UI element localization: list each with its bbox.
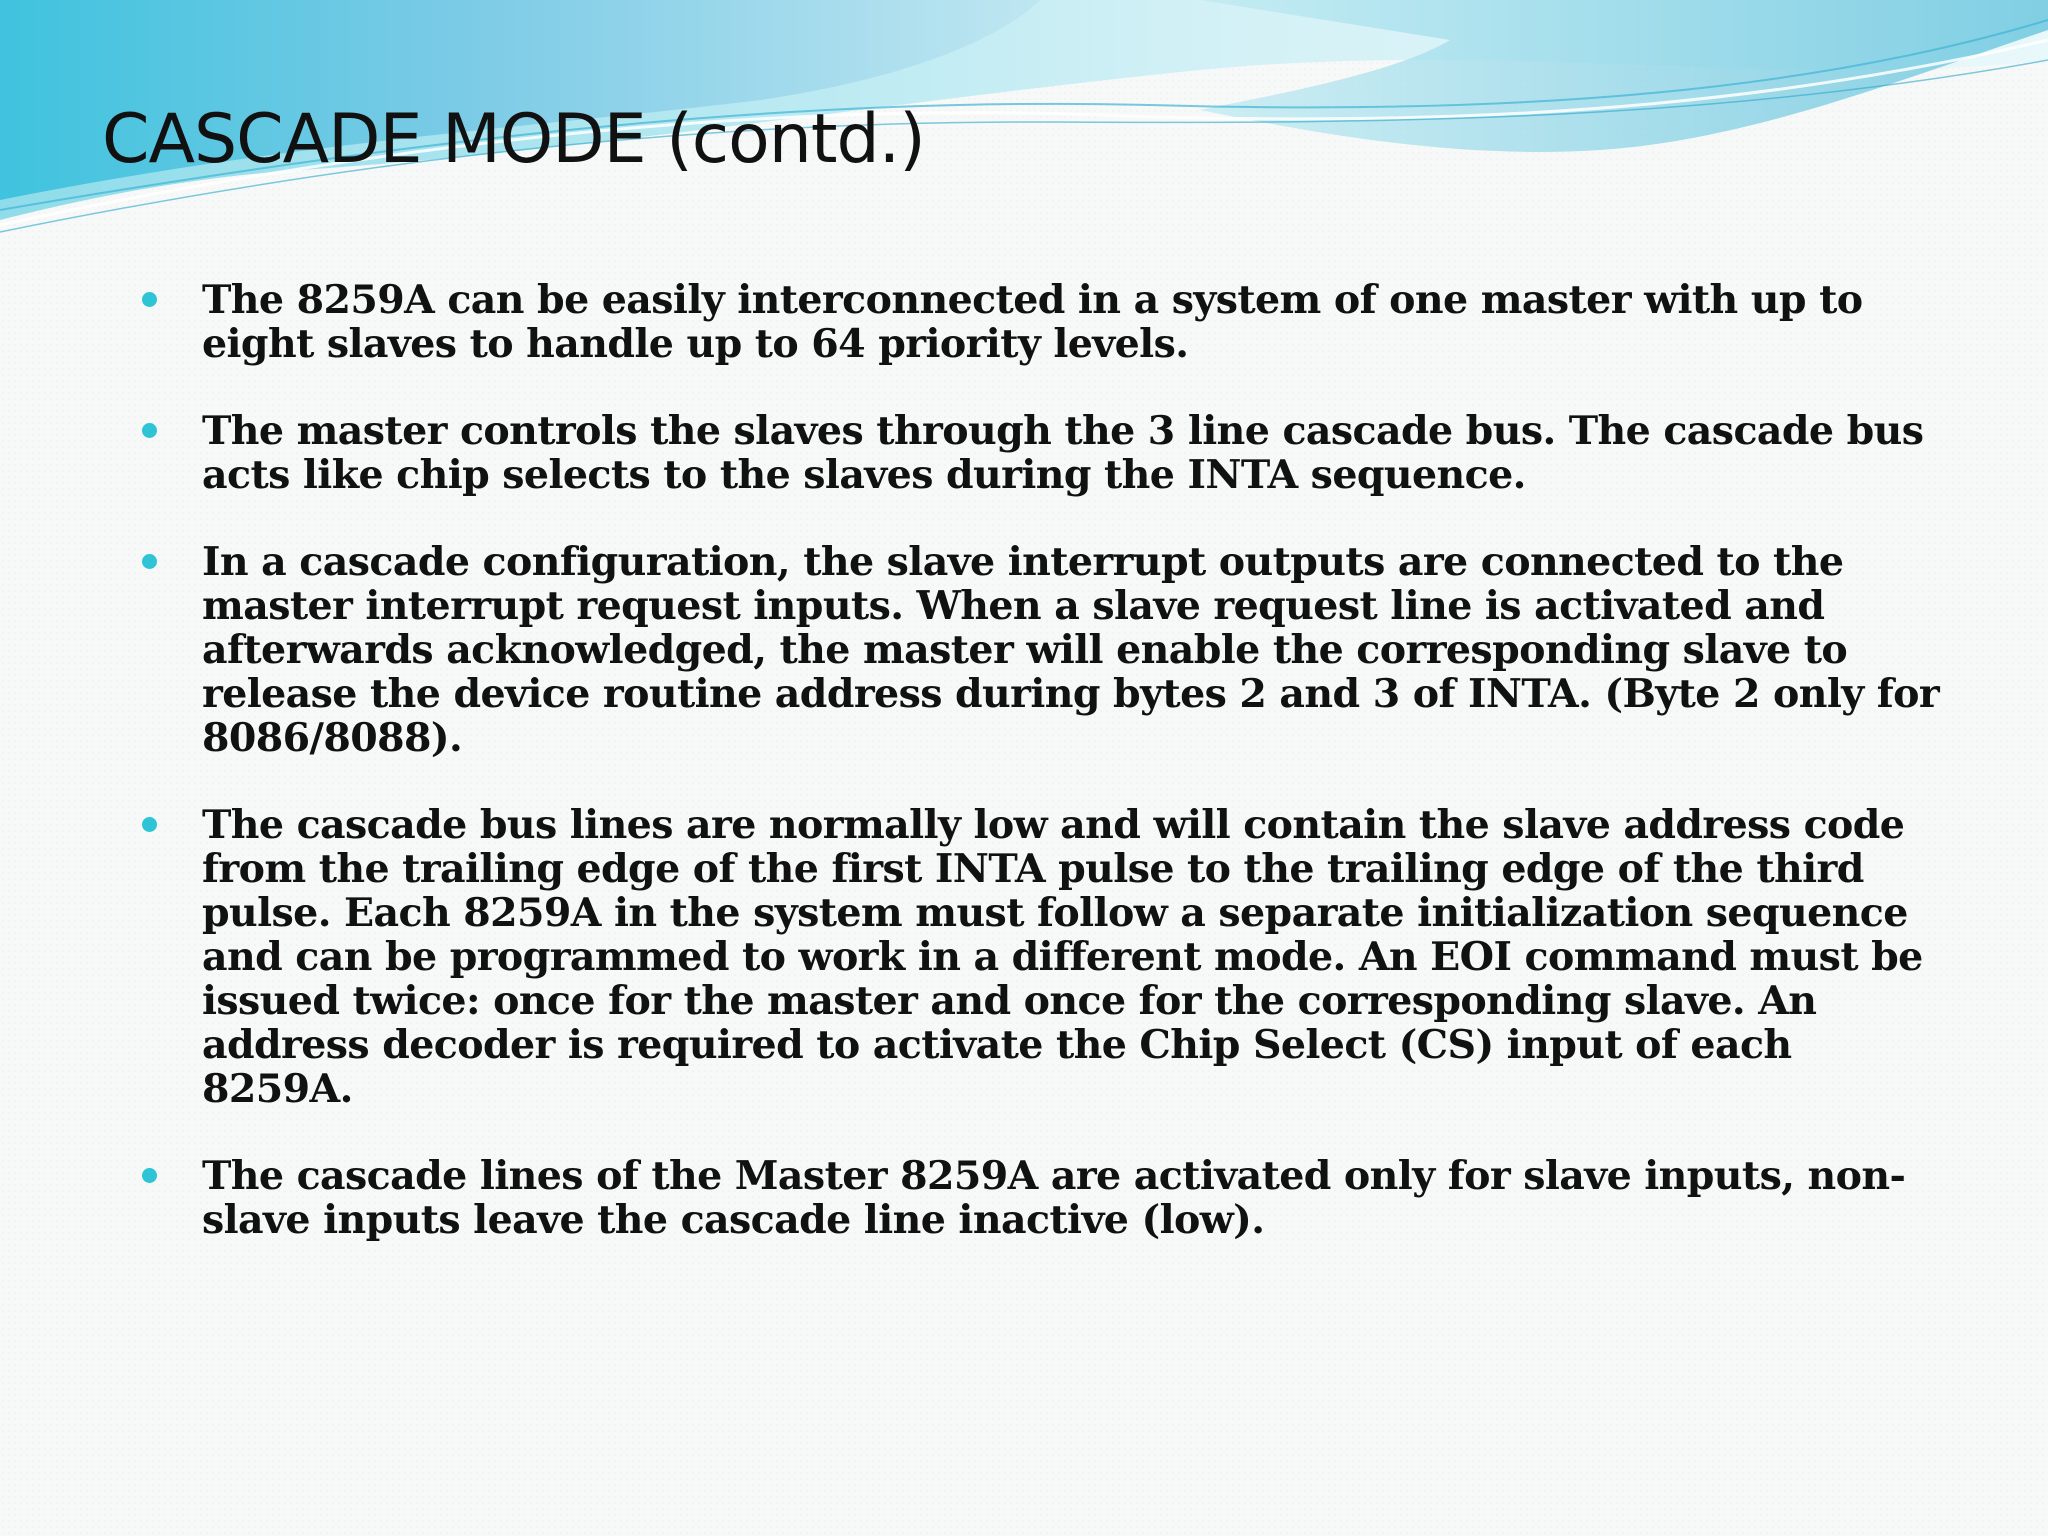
bullet-item xyxy=(142,409,1942,497)
bullet-item xyxy=(142,540,1942,760)
bullet-dot-icon xyxy=(142,1168,157,1183)
bullet-item xyxy=(142,1154,1942,1242)
bullet-dot-icon xyxy=(142,817,157,832)
bullet-text: The cascade lines of the Master 8259A are activated only for slave inputs, non-slave inputs leave the cascade line inactive (low). xyxy=(202,1153,1906,1243)
bullet-dot-icon xyxy=(142,292,157,307)
bullet-text: The cascade bus lines are normally low and will contain the slave address code from the trailing edge of the first INTA pulse to the trailing edge of the third pulse. Each 8259A in the system must follow a separate initialization sequence and can be programmed to work in a different mode. An EOI command must be issued twice: once for the master and once for the corresponding slave. An address decoder is required to activate the Chip Select (CS) input of each 8259A. xyxy=(202,802,1923,1112)
bullet-text: The master controls the slaves through the 3 line cascade bus. The cascade bus acts like chip selects to the slaves during the INTA sequence. xyxy=(202,408,1924,498)
bullet-dot-icon xyxy=(142,423,157,438)
bullet-list xyxy=(142,278,1942,1285)
bullet-text: The 8259A can be easily interconnected in a system of one master with up to eight slaves to handle up to 64 priority levels. xyxy=(202,277,1863,367)
bullet-item xyxy=(142,803,1942,1111)
bullet-dot-icon xyxy=(142,554,157,569)
bullet-item xyxy=(142,278,1942,366)
slide-title: CASCADE MODE (contd.) xyxy=(102,100,925,179)
bullet-text: In a cascade configuration, the slave interrupt outputs are connected to the master interrupt request inputs. When a slave request line is activated and afterwards acknowledged, the master will enable the corresponding slave to release the device routine address during bytes 2 and 3 of INTA. (Byte 2 only for 8086/8088). xyxy=(202,539,1940,761)
